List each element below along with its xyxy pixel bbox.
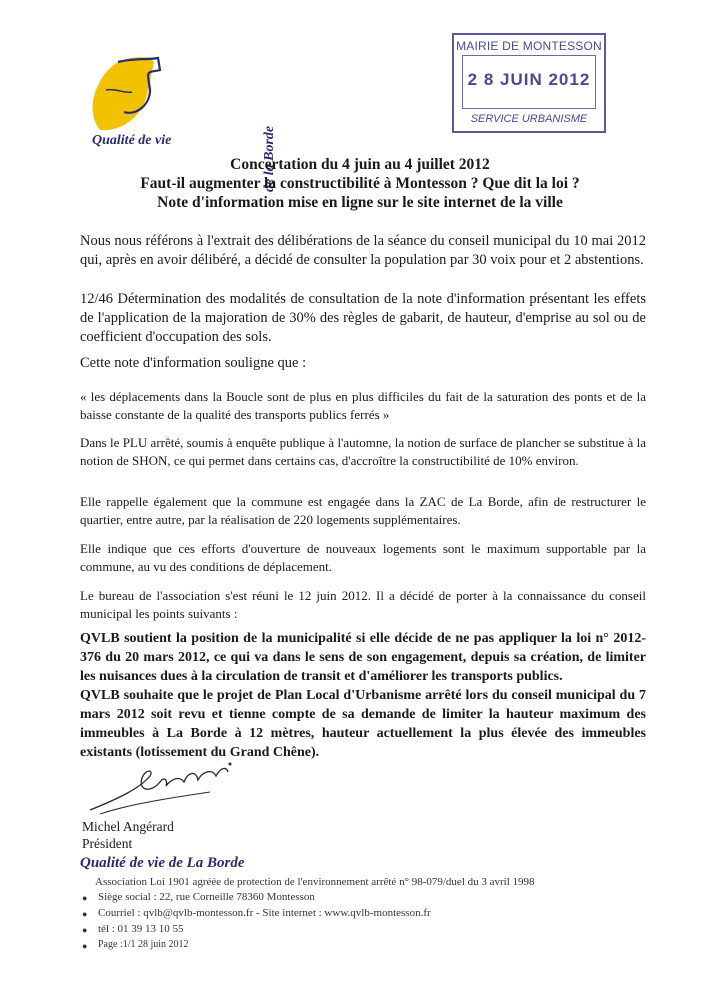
footer-organization: Qualité de vie de La Borde	[80, 855, 245, 871]
handwritten-signature	[80, 758, 250, 818]
bullet-icon: ●	[82, 941, 88, 951]
stamp-date: 2 8 JUIN 2012	[467, 70, 591, 89]
stamp-top-text: MAIRIE DE MONTESSON	[456, 39, 602, 53]
signatory-name: Michel Angérard	[82, 819, 174, 834]
footer-telephone: tél : 01 39 13 10 55	[98, 923, 184, 935]
mairie-stamp	[452, 33, 606, 133]
quote-deplacements: « les déplacements dans la Boucle sont de plus en plus difficiles du fait de la saturation des ponts et de la baisse constante de la qualité des transports publics ferrés »	[80, 389, 646, 422]
paragraph-qvlb-souhaite: QVLB souhaite que le projet de Plan Local d'Urbanisme arrêté lors du conseil municipal du 7 mars 2012 soit revu et tienne compte de sa demande de limiter la hauteur maximum des immeubles à La Borde à 12 mètres, hauteur actuellement la plus élevée des immeubles existants (lotissement du Grand Chêne).	[80, 688, 646, 760]
logo-shape-icon	[88, 50, 188, 140]
footer-siege: Siège social : 22, rue Corneille 78360 Montesson	[98, 891, 315, 903]
bullet-icon: ●	[82, 893, 88, 903]
title-line-2: Faut-il augmenter la constructibilité à Montesson ? Que dit la loi ?	[140, 175, 580, 192]
logo-side-text: de la Borde	[262, 125, 277, 192]
footer-page: Page :1/1 28 juin 2012	[98, 939, 189, 950]
logo-caption: Qualité de vie	[92, 133, 172, 148]
paragraph-bureau: Le bureau de l'association s'est réuni le 12 juin 2012. Il a décidé de porter à la connaissance du conseil municipal les points suivants :	[80, 588, 646, 621]
title-line-3: Note d'information mise en ligne sur le site internet de la ville	[157, 194, 563, 211]
footer-courriel: Courriel : qvlb@qvlb-montesson.fr - Site internet : www.qvlb-montesson.fr	[98, 907, 431, 919]
paragraph-deliberation: Nous nous référons à l'extrait des délibérations de la séance du conseil municipal du 10 mai 2012 qui, après en avoir délibéré, a décidé de consulter la population par 30 voix pour et 2 abstentions.	[80, 233, 646, 268]
bullet-icon: ●	[82, 909, 88, 919]
signatory-role: Président	[82, 836, 133, 851]
paragraph-qvlb-soutient: QVLB soutient la position de la municipalité si elle décide de ne pas appliquer la loi n° 2012-376 du 20 mars 2012, ce qui va dans le sens de son engagement, depuis sa création, de limiter les nuisances dues à la circulation de transit et d'améliorer les transports publics.	[80, 631, 646, 684]
bullet-icon: ●	[82, 925, 88, 935]
title-line-1: Concertation du 4 juin au 4 juillet 2012	[230, 156, 490, 173]
paragraph-determination: 12/46 Détermination des modalités de consultation de la note d'information présentant les effets de l'application de la majoration de 30% des règles de gabarit, de hauteur, d'emprise au sol ou de coefficient d'occupation des sols.	[80, 291, 646, 345]
paragraph-plu: Dans le PLU arrêté, soumis à enquête publique à l'automne, la notion de surface de plancher se substitue à la notion de SHON, ce qui permet dans certains cas, d'accroître la constructibilité de 10% environ.	[80, 435, 646, 468]
stamp-bottom-text: SERVICE URBANISME	[470, 113, 588, 125]
paragraph-zac: Elle rappelle également que la commune est engagée dans la ZAC de La Borde, afin de restructurer le quartier, entre autre, par la réalisation de 220 logements supplémentaires.	[80, 494, 646, 527]
paragraph-efforts: Elle indique que ces efforts d'ouverture de nouveaux logements sont le maximum supportable par la commune, au vu des conditions de déplacement.	[80, 541, 646, 574]
stamp-date-box	[462, 55, 596, 109]
footer-association: Association Loi 1901 agréée de protection de l'environnement arrêté n° 98-079/duel du 3 avril 1998	[95, 876, 535, 888]
paragraph-note-intro: Cette note d'information souligne que :	[80, 355, 307, 371]
